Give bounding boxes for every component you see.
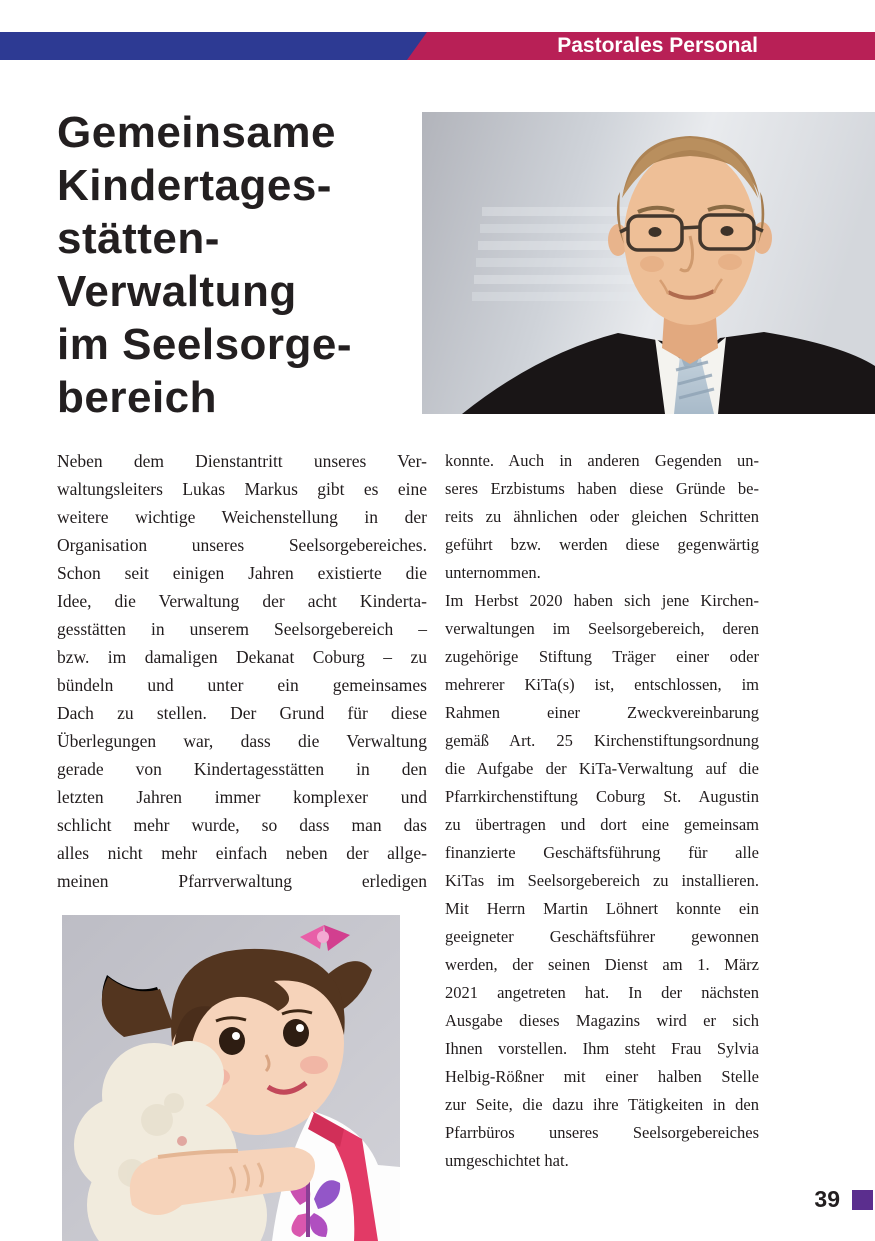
text-line: geeigneter Geschäftsführer gewonnen bbox=[445, 927, 759, 946]
text-line: umgeschichtet hat. bbox=[445, 1151, 569, 1170]
text-line: die Aufgabe der KiTa-Verwaltung auf die bbox=[445, 759, 759, 778]
text-line: verwaltungen im Seelsorgebereich, deren bbox=[445, 619, 759, 638]
banner-blue-segment bbox=[0, 32, 427, 60]
text-line: reits zu ähnlichen oder gleichen Schritten bbox=[445, 507, 759, 526]
text-line: bündeln und unter ein gemeinsames bbox=[57, 675, 427, 695]
text-line: Neben dem Dienstantritt unseres Ver- bbox=[57, 451, 427, 471]
text-line: zur Seite, die dazu ihre Tätigkeiten in den bbox=[445, 1095, 759, 1114]
text-line: gerade von Kindertagesstätten in den bbox=[57, 759, 427, 779]
text-line: Mit Herrn Martin Löhnert konnte ein bbox=[445, 899, 759, 918]
text-line: Schon seit einigen Jahren existierte die bbox=[57, 563, 427, 583]
text-line: bzw. im damaligen Dekanat Coburg – zu bbox=[57, 647, 427, 667]
text-line: Gemeinsame bbox=[57, 108, 336, 157]
text-line: Organisation unseres Seelsorgebereiches. bbox=[57, 535, 427, 555]
article-column-right bbox=[445, 447, 759, 1175]
text-line: gemäß Art. 25 Kirchenstiftungsordnung bbox=[445, 731, 759, 750]
text-line: zugehörige Stiftung Träger einer oder bbox=[445, 647, 759, 666]
text-line: Ihnen vorstellen. Ihm steht Frau Sylvia bbox=[445, 1039, 759, 1058]
text-line: im Seelsorge- bbox=[57, 320, 353, 369]
text-line: Im Herbst 2020 haben sich jene Kirchen- bbox=[445, 591, 759, 610]
text-line: letzten Jahren immer komplexer und bbox=[57, 787, 427, 807]
text-line: konnte. Auch in anderen Gegenden un- bbox=[445, 451, 759, 470]
text-line: KiTas im Seelsorgebereich zu installieren. bbox=[445, 871, 759, 890]
article-title bbox=[57, 106, 427, 424]
text-line: Helbig-Rößner mit einer halben Stelle bbox=[445, 1067, 759, 1086]
section-banner bbox=[0, 32, 875, 60]
portrait-illustration bbox=[422, 112, 875, 414]
text-line: Verwaltung bbox=[57, 267, 297, 316]
text-line: alles nicht mehr einfach neben der allge- bbox=[57, 843, 427, 863]
text-line: werden, der seinen Dienst am 1. März bbox=[445, 955, 759, 974]
text-line: waltungsleiters Lukas Markus gibt es eine bbox=[57, 479, 427, 499]
text-line: schlicht mehr wurde, so dass man das bbox=[57, 815, 427, 835]
corner-accent-square bbox=[852, 1190, 873, 1210]
text-line: Dach zu stellen. Der Grund für diese bbox=[57, 703, 427, 723]
text-line: Idee, die Verwaltung der acht Kinderta- bbox=[57, 591, 427, 611]
text-line: Rahmen einer Zweckvereinbarung bbox=[445, 703, 759, 722]
text-line: stätten- bbox=[57, 214, 220, 263]
text-line: mehrerer KiTa(s) ist, entschlossen, im bbox=[445, 675, 759, 694]
text-line: geführt bzw. werden diese gegenwärtig bbox=[445, 535, 759, 554]
text-line: zu übertragen und dort eine gemeinsam bbox=[445, 815, 759, 834]
text-line: finanzierte Geschäftsführung für alle bbox=[445, 843, 759, 862]
portrait-photo bbox=[422, 112, 875, 414]
text-line: gesstätten in unserem Seelsorgebereich – bbox=[57, 619, 427, 639]
text-line: meinen Pfarrverwaltung erledigen bbox=[57, 871, 427, 891]
article-column-left bbox=[57, 447, 427, 895]
text-line: 2021 angetreten hat. In der nächsten bbox=[445, 983, 759, 1002]
text-line: Kindertages- bbox=[57, 161, 332, 210]
text-line: Pfarrkirchenstiftung Coburg St. Augustin bbox=[445, 787, 759, 806]
child-illustration bbox=[62, 915, 400, 1241]
text-line: unternommen. bbox=[445, 563, 541, 582]
section-label: Pastorales Personal bbox=[557, 34, 758, 57]
text-line: bereich bbox=[57, 373, 218, 422]
text-line: Überlegungen war, dass die Verwaltung bbox=[57, 731, 427, 751]
text-line: weitere wichtige Weichenstellung in der bbox=[57, 507, 427, 527]
child-photo bbox=[62, 915, 400, 1241]
page-number: 39 bbox=[814, 1186, 840, 1212]
text-line: Ausgabe dieses Magazins wird er sich bbox=[445, 1011, 759, 1030]
text-line: Pfarrbüros unseres Seelsorgebereiches bbox=[445, 1123, 759, 1142]
text-line: seres Erzbistums haben diese Gründe be- bbox=[445, 479, 759, 498]
